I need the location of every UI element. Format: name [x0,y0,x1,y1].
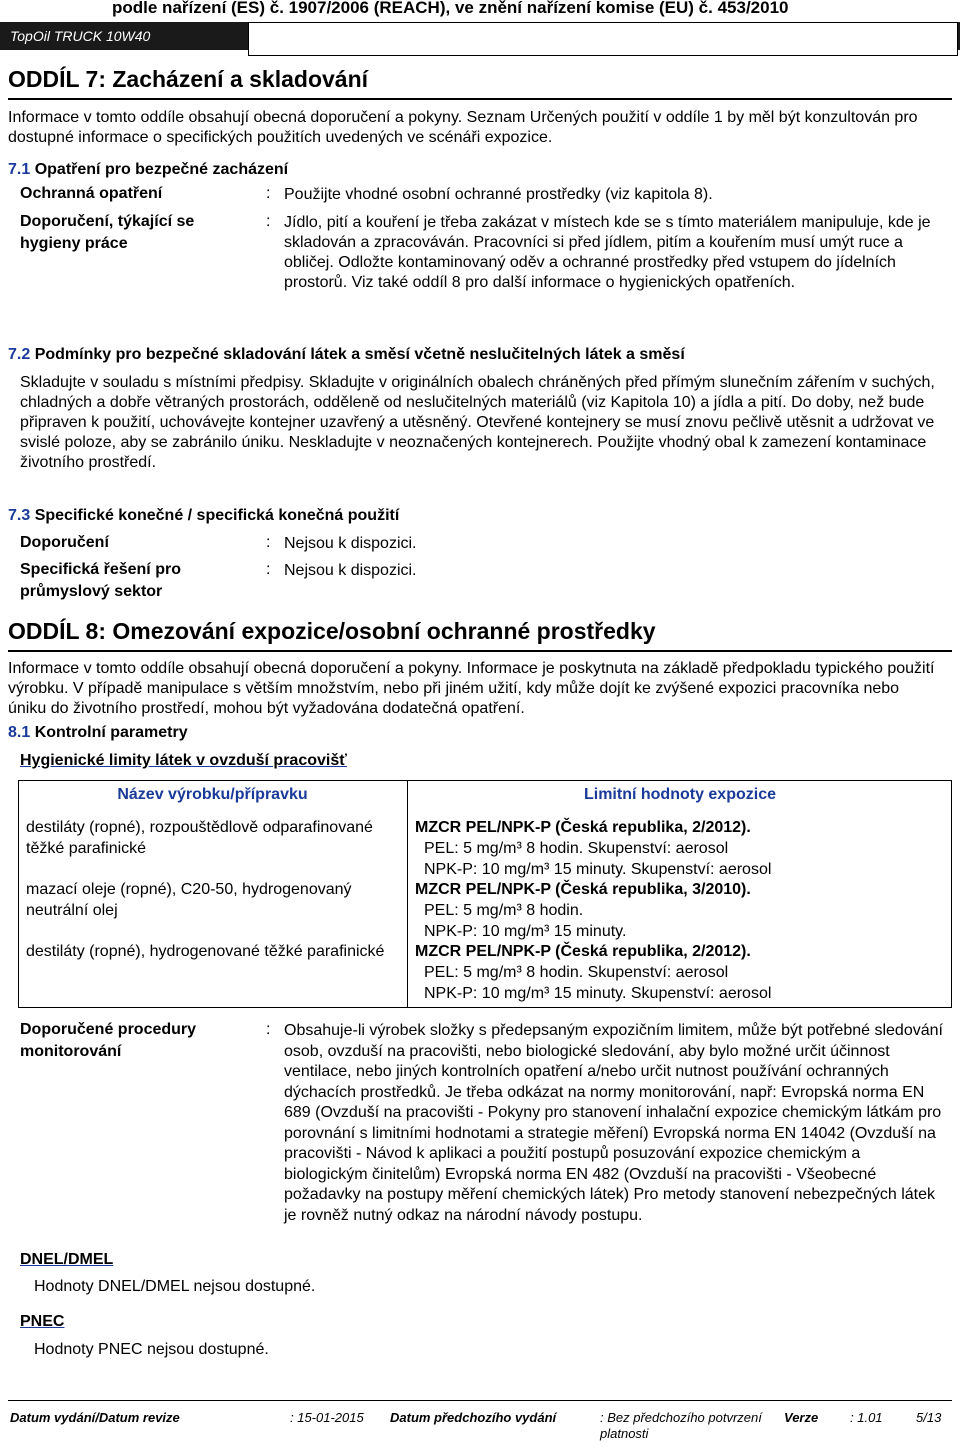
footer-version-label [784,1410,818,1425]
footer-issue-label [10,1410,180,1425]
limit-pel: PEL: 5 mg/m³ 8 hodin. Skupenství: aerosol [424,840,729,857]
limit-npk: NPK-P: 10 mg/m³ 15 minuty. [424,923,627,940]
footer-issue-value: : 15-01-2015 [290,1410,364,1425]
protective-measures-label: Ochranná opatření [20,185,163,202]
recommendations-value: Nejsou k dispozici. [284,535,417,552]
section-7-title: ODDÍL 7: Zacházení a skladování [8,66,369,92]
section-8-intro: Informace v tomto oddíle obsahují obecná doporučení a pokyny. Informace je poskytnuta na základě předpokladu typického použití výrobku. V případě manipulace s větším množstvím, nebo při jiném užití, kdy může dojít ke zvýšené expozici pracovníka nebo úniku do životního prostředí, mohou být vyžadována dodatečná opatření. [8,660,935,717]
header-box [248,22,958,56]
table-row-limits [415,941,945,1004]
section-7-intro: Informace v tomto oddíle obsahují obecná doporučení a pokyny. Seznam Určených použití v oddíle 1 by měl být konzultován pro dostupné informace o specifických použitích uvedených ve scénáři expozice. [8,109,918,146]
monitoring-label: Doporučené procedury monitorování [20,1021,197,1060]
subsection-title: Opatření pro bezpečné zacházení [34,161,289,178]
footer-prev-label [390,1410,556,1425]
table-row-product: destiláty (ropné), hydrogenované těžké parafinické [26,943,385,960]
limit-standard: MZCR PEL/NPK-P (Česká republika, 2/2012). [415,819,751,836]
subsection-7-3-heading [8,507,399,525]
limit-pel: PEL: 5 mg/m³ 8 hodin. [424,902,584,919]
colon: : [266,1021,271,1038]
recommendations-label: Doporučení [20,534,109,551]
footer-version-value: : 1.01 [850,1410,883,1425]
subsection-number: 7.3 [8,507,31,524]
subsection-7-1-heading [8,161,288,179]
footer-rule [8,1400,952,1401]
limit-pel: PEL: 5 mg/m³ 8 hodin. Skupenství: aerosol [424,964,729,981]
section-8-title: ODDÍL 8: Omezování expozice/osobní ochranné prostředky [8,618,656,644]
protective-measures-value: Použijte vhodné osobní ochranné prostředky (viz kapitola 8). [284,186,713,203]
table-row-product: destiláty (ropné), rozpouštědlově odparafinované těžké parafinické [26,819,373,857]
footer-prev-label-text: Datum předchozího vydání [390,1410,557,1425]
table-header-product: Název výrobku/přípravku [117,786,308,803]
dnel-text: Hodnoty DNEL/DMEL nejsou dostupné. [34,1278,316,1295]
limit-standard: MZCR PEL/NPK-P (Česká republika, 3/2010). [415,881,751,898]
subsection-number: 7.1 [8,161,31,178]
regulation-header: podle nařízení (ES) č. 1907/2006 (REACH), ve znění nařízení komise (EU) č. 453/2010 [112,0,789,17]
limits-title: Hygienické limity látek v ovzduší pracovišť [20,752,347,769]
limit-npk: NPK-P: 10 mg/m³ 15 minuty. Skupenství: aerosol [424,985,772,1002]
colon: : [266,185,271,202]
colon: : [266,213,271,230]
pnec-title: PNEC [20,1313,65,1330]
limit-npk: NPK-P: 10 mg/m³ 15 minuty. Skupenství: aerosol [424,861,772,878]
table-row-product: mazací oleje (ropné), C20-50, hydrogenovaný neutrální olej [26,881,352,919]
industrial-solutions-label: Specifická řešení pro průmyslový sektor [20,561,181,600]
colon: : [266,561,271,578]
subsection-8-1-heading [8,724,188,742]
table-divider [407,780,408,1008]
section-8-rule [8,650,952,652]
subsection-title: Podmínky pro bezpečné skladování látek a směsí včetně neslučitelných látek a směsí [34,346,685,363]
subsection-7-2-heading [8,346,685,364]
table-row-limits [415,879,945,942]
section-7-rule [8,98,952,100]
footer-issue-label-text: Datum vydání/Datum revize [10,1410,180,1425]
colon: : [266,534,271,551]
table-row-limits [415,817,945,880]
limit-standard: MZCR PEL/NPK-P (Česká republika, 2/2012). [415,943,751,960]
footer-page: 5/13 [916,1410,942,1425]
industrial-solutions-value: Nejsou k dispozici. [284,562,417,579]
subsection-number: 7.2 [8,346,31,363]
subsection-title: Specifické konečné / specifická konečná použití [34,507,400,524]
hygiene-label: Doporučení, týkající se hygieny práce [20,213,195,252]
hygiene-value: Jídlo, pití a kouření je třeba zakázat v místech kde se s tímto materiálem manipuluje, kde je skladován a zpracováván. Pracovníci si před jídlem, pitím a kouřením musí umýt ruce a obličej. Odložte kontaminovaný oděv a ochranné prostředky před vstupem do jídelních prostorů. Viz také oddíl 8 pro další informace o hygienických opatřeních. [284,214,931,291]
footer-prev-value: : Bez předchozího potvrzení platnosti [600,1410,762,1441]
monitoring-value: Obsahuje-li výrobek složky s předepsaným expozičním limitem, může být potřebné sledování osob, ovzduší na pracovišti, nebo biologické sledování, aby bylo možné určit účinnost ventilace, nebo jiných kontrolních opatření a/nebo určit nutnost používání ochranných dýchacích prostředků. Je třeba odkázat na normy monitorování, např: Evropská norma EN 689 (Ovzduší na pracovišti - Pokyny pro stanovení inhalační expozice chemickým látkám pro porovnání s limitními hodnotami a strategie měření) Evropská norma EN 14042 (Ovzduší na pracovišti - Návod k aplikaci a použití postupů posuzování expozice chemickým a biologickým činitelům) Evropská norma EN 482 (Ovzduší na pracovišti - Všeobecné požadavky na postupy měření chemických látek) Pro metody stanovení nebezpečných látek je rovněž nutný odkaz na národní návody postupu. [284,1022,943,1224]
table-header-limits: Limitní hodnoty expozice [583,786,776,803]
product-name: TopOil TRUCK 10W40 [10,28,151,44]
subsection-title: Kontrolní parametry [34,724,188,741]
subsection-number: 8.1 [8,724,31,741]
dnel-title: DNEL/DMEL [20,1251,114,1268]
storage-conditions-text: Skladujte v souladu s místními předpisy. Skladujte v originálních obalech chráněných před přímým slunečním zářením v suchých, chladných a dobře větraných prostorách, odděleně od neslučitelných materiálů (viz Kapitola 10) a jídla a pití. Do doby, než bude připraven k použití, uchovávejte kontejner uzavřený a utěsněný. Otevřené kontejnery se musí znovu pečlivě utěsnit a udržovat ve svislé poloze, aby se zabránilo úniku. Neskladujte v neoznačených kontejnerech. Použijte vhodný obal k zamezení kontaminace životního prostředí. [20,374,935,471]
pnec-text: Hodnoty PNEC nejsou dostupné. [34,1341,269,1358]
footer-version-label-text: Verze [784,1410,819,1425]
